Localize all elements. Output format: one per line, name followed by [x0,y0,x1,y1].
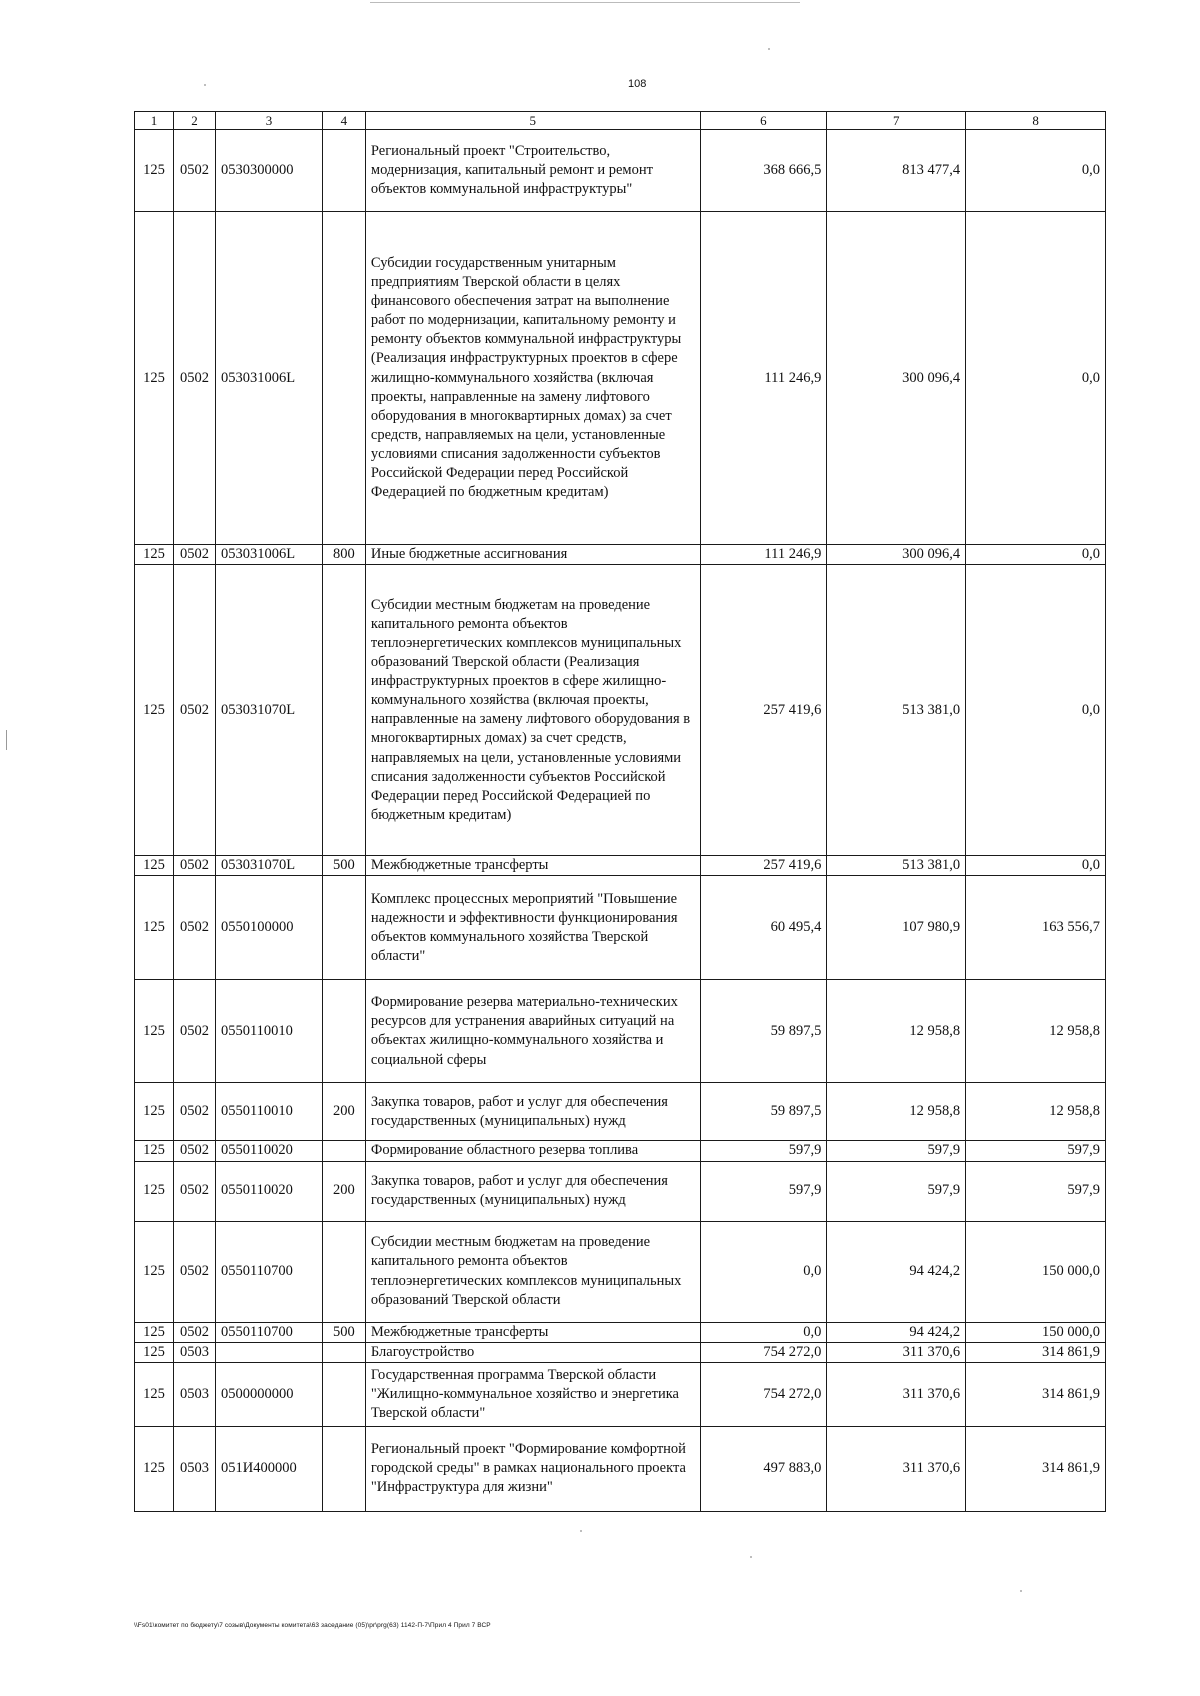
cell-description: Региональный проект "Строительство, модернизация, капитальный ремонт и ремонт объектов коммунальной инфраструктуры" [365,130,700,212]
cell-description: Благоустройство [365,1342,700,1362]
table-row [135,1426,1106,1511]
cell-target-article: 053031006L [215,545,322,565]
cell-section-code: 0502 [173,856,215,876]
budget-table [134,111,1106,1512]
cell-amount-7: 94 424,2 [827,1322,966,1342]
cell-amount-6: 597,9 [700,1161,827,1221]
table-row [135,565,1106,856]
cell-target-article: 0550110010 [215,980,322,1083]
cell-section-code: 0502 [173,1161,215,1221]
cell-amount-8: 314 861,9 [966,1426,1106,1511]
cell-amount-8: 150 000,0 [966,1221,1106,1322]
cell-amount-8: 12 958,8 [966,1083,1106,1141]
cell-amount-6: 0,0 [700,1221,827,1322]
cell-expense-type [322,1342,365,1362]
table-row [135,1221,1106,1322]
cell-amount-7: 94 424,2 [827,1221,966,1322]
table-row [135,876,1106,980]
cell-section-code: 0502 [173,1221,215,1322]
cell-target-article: 0550110020 [215,1141,322,1161]
cell-amount-6: 0,0 [700,1322,827,1342]
table-row [135,1362,1106,1426]
scan-speck [768,48,770,50]
cell-admin-code: 125 [135,1083,174,1141]
cell-admin-code: 125 [135,1322,174,1342]
cell-section-code: 0502 [173,1141,215,1161]
cell-amount-6: 111 246,9 [700,545,827,565]
cell-target-article: 0550100000 [215,876,322,980]
cell-expense-type: 800 [322,545,365,565]
cell-target-article [215,1342,322,1362]
cell-amount-6: 368 666,5 [700,130,827,212]
cell-expense-type [322,876,365,980]
cell-admin-code: 125 [135,1221,174,1322]
cell-target-article: 0550110020 [215,1161,322,1221]
cell-admin-code: 125 [135,1141,174,1161]
cell-admin-code: 125 [135,856,174,876]
cell-section-code: 0502 [173,545,215,565]
cell-description: Закупка товаров, работ и услуг для обеспечения государственных (муниципальных) нужд [365,1161,700,1221]
table-row [135,1161,1106,1221]
cell-expense-type [322,565,365,856]
cell-admin-code: 125 [135,1362,174,1426]
cell-amount-6: 59 897,5 [700,980,827,1083]
cell-section-code: 0502 [173,1322,215,1342]
scan-speck [750,1556,752,1558]
table-header-row [135,112,1106,130]
header-col-4: 4 [322,112,365,130]
cell-description: Субсидии государственным унитарным предприятиям Тверской области в целях финансового обеспечения затрат на выполнение работ по модернизации, капитальному ремонту и ремонту объектов коммунальной инфраструктуры (Реализация инфраструктурных проектов в сфере жилищно-коммунального хозяйства (включая проекты, направленные на замену лифтового оборудования в многоквартирных домах) за счет средств, направляемых на цели, установленные условиями списания задолженности субъектов Российской Федерации перед Российской Федерацией по бюджетным кредитам) [365,212,700,545]
cell-amount-7: 513 381,0 [827,565,966,856]
cell-amount-8: 12 958,8 [966,980,1106,1083]
cell-amount-8: 0,0 [966,130,1106,212]
cell-expense-type [322,1221,365,1322]
cell-target-article: 053031070L [215,856,322,876]
footer-file-path: \\Fs01\комитет по бюджету\7 созыв\Документы комитета\63 заседание (05)\pr\prg(63) 1142-П-7\Прил 4 Прил 7 ВСР [134,1622,491,1629]
cell-amount-6: 111 246,9 [700,212,827,545]
cell-amount-7: 311 370,6 [827,1362,966,1426]
cell-admin-code: 125 [135,545,174,565]
cell-amount-7: 311 370,6 [827,1426,966,1511]
cell-expense-type [322,1426,365,1511]
cell-amount-7: 300 096,4 [827,212,966,545]
table-row [135,1141,1106,1161]
cell-target-article: 053031006L [215,212,322,545]
cell-description: Субсидии местным бюджетам на проведение капитального ремонта объектов теплоэнергетических комплексов муниципальных образований Тверской области [365,1221,700,1322]
header-col-5: 5 [365,112,700,130]
top-rule [370,2,800,3]
header-col-2: 2 [173,112,215,130]
cell-amount-8: 163 556,7 [966,876,1106,980]
cell-expense-type: 500 [322,1322,365,1342]
cell-description: Региональный проект "Формирование комфортной городской среды" в рамках национального проекта "Инфраструктура для жизни" [365,1426,700,1511]
cell-description: Формирование резерва материально-технических ресурсов для устранения аварийных ситуаций на объектах жилищно-коммунального хозяйства и социальной сферы [365,980,700,1083]
cell-amount-8: 314 861,9 [966,1342,1106,1362]
cell-section-code: 0503 [173,1426,215,1511]
cell-amount-7: 597,9 [827,1141,966,1161]
table-row [135,212,1106,545]
cell-amount-6: 60 495,4 [700,876,827,980]
cell-amount-6: 257 419,6 [700,856,827,876]
scan-margin-mark [6,730,7,750]
table-row [135,980,1106,1083]
cell-admin-code: 125 [135,980,174,1083]
cell-description: Субсидии местным бюджетам на проведение капитального ремонта объектов теплоэнергетических комплексов муниципальных образований Тверской области (Реализация инфраструктурных проектов в сфере жилищно-коммунального хозяйства (включая проекты, направленные на замену лифтового оборудования в многоквартирных домах) за счет средств, направляемых на цели, установленные условиями списания задолженности субъектов Российской Федерации перед Российской Федерацией по бюджетным кредитам) [365,565,700,856]
cell-amount-7: 311 370,6 [827,1342,966,1362]
cell-amount-8: 314 861,9 [966,1362,1106,1426]
cell-description: Закупка товаров, работ и услуг для обеспечения государственных (муниципальных) нужд [365,1083,700,1141]
cell-section-code: 0502 [173,565,215,856]
header-col-1: 1 [135,112,174,130]
cell-description: Межбюджетные трансферты [365,1322,700,1342]
scan-speck [580,1530,582,1532]
cell-amount-7: 813 477,4 [827,130,966,212]
cell-amount-8: 0,0 [966,565,1106,856]
cell-target-article: 0550110700 [215,1221,322,1322]
table-row [135,856,1106,876]
cell-target-article: 0550110700 [215,1322,322,1342]
cell-section-code: 0502 [173,876,215,980]
cell-amount-8: 0,0 [966,856,1106,876]
cell-section-code: 0503 [173,1342,215,1362]
cell-amount-8: 0,0 [966,212,1106,545]
cell-amount-8: 597,9 [966,1161,1106,1221]
page-number: 108 [628,78,647,90]
cell-section-code: 0502 [173,212,215,545]
table-row [135,545,1106,565]
cell-amount-6: 597,9 [700,1141,827,1161]
header-col-8: 8 [966,112,1106,130]
cell-description: Комплекс процессных мероприятий "Повышение надежности и эффективности функционирования объектов коммунального хозяйства Тверской области" [365,876,700,980]
cell-amount-8: 597,9 [966,1141,1106,1161]
cell-section-code: 0502 [173,1083,215,1141]
cell-description: Государственная программа Тверской области "Жилищно-коммунальное хозяйство и энергетика Тверской области" [365,1362,700,1426]
table-row [135,1083,1106,1141]
cell-amount-7: 12 958,8 [827,1083,966,1141]
cell-amount-6: 257 419,6 [700,565,827,856]
cell-admin-code: 125 [135,130,174,212]
cell-expense-type: 200 [322,1083,365,1141]
cell-amount-7: 513 381,0 [827,856,966,876]
scan-speck [1020,1590,1022,1592]
cell-admin-code: 125 [135,1342,174,1362]
cell-expense-type [322,212,365,545]
cell-amount-8: 0,0 [966,545,1106,565]
cell-description: Иные бюджетные ассигнования [365,545,700,565]
cell-section-code: 0502 [173,130,215,212]
cell-amount-6: 754 272,0 [700,1342,827,1362]
cell-target-article: 0530300000 [215,130,322,212]
cell-description: Формирование областного резерва топлива [365,1141,700,1161]
scan-speck [204,84,206,86]
table-row [135,1322,1106,1342]
cell-expense-type [322,980,365,1083]
cell-amount-7: 107 980,9 [827,876,966,980]
cell-target-article: 0500000000 [215,1362,322,1426]
header-col-7: 7 [827,112,966,130]
header-col-3: 3 [215,112,322,130]
cell-amount-6: 497 883,0 [700,1426,827,1511]
cell-amount-6: 754 272,0 [700,1362,827,1426]
cell-amount-7: 12 958,8 [827,980,966,1083]
cell-expense-type [322,1141,365,1161]
cell-admin-code: 125 [135,1426,174,1511]
cell-expense-type [322,130,365,212]
cell-expense-type: 200 [322,1161,365,1221]
header-col-6: 6 [700,112,827,130]
cell-amount-7: 597,9 [827,1161,966,1221]
cell-description: Межбюджетные трансферты [365,856,700,876]
cell-expense-type: 500 [322,856,365,876]
cell-section-code: 0502 [173,980,215,1083]
cell-target-article: 051И400000 [215,1426,322,1511]
cell-section-code: 0503 [173,1362,215,1426]
table-row [135,1342,1106,1362]
cell-expense-type [322,1362,365,1426]
cell-admin-code: 125 [135,876,174,980]
cell-amount-8: 150 000,0 [966,1322,1106,1342]
table-row [135,130,1106,212]
cell-target-article: 0550110010 [215,1083,322,1141]
cell-admin-code: 125 [135,565,174,856]
cell-admin-code: 125 [135,212,174,545]
cell-admin-code: 125 [135,1161,174,1221]
cell-target-article: 053031070L [215,565,322,856]
cell-amount-7: 300 096,4 [827,545,966,565]
cell-amount-6: 59 897,5 [700,1083,827,1141]
